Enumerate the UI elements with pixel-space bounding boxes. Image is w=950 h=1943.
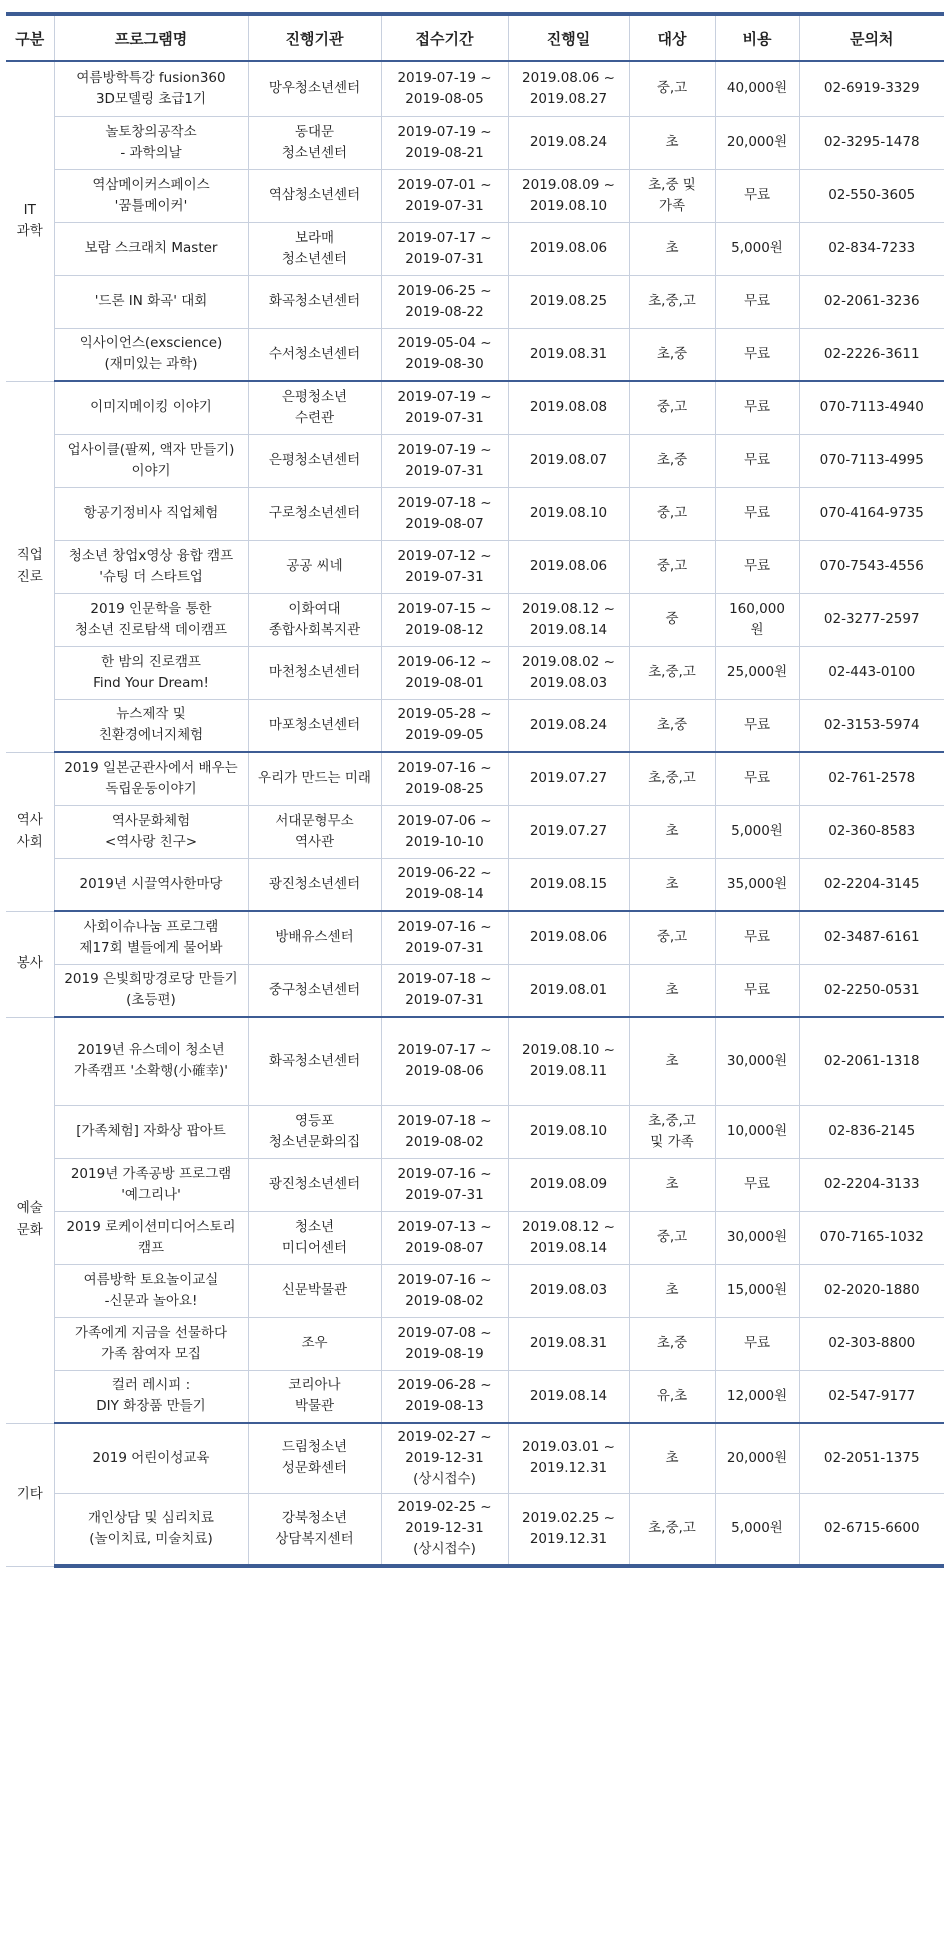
organizer-cell: 망우청소년센터 [248,61,381,116]
cost-cell: 20,000원 [715,1423,799,1493]
contact-cell: 02-547-9177 [799,1370,944,1423]
event-date-cell: 2019.08.14 [508,1370,629,1423]
contact-cell: 02-2061-1318 [799,1017,944,1105]
program-name-cell: 2019 일본군관사에서 배우는 독립운동이야기 [54,752,248,805]
cost-cell: 무료 [715,1158,799,1211]
table-row [6,1317,944,1370]
cost-cell: 무료 [715,540,799,593]
contact-cell: 02-2226-3611 [799,328,944,381]
program-name-cell: 한 밤의 진로캠프 Find Your Dream! [54,646,248,699]
table-row [6,858,944,911]
organizer-cell: 서대문형무소 역사관 [248,805,381,858]
application-period-cell: 2019-07-16 ~ 2019-07-31 [381,911,508,964]
target-cell: 초 [629,805,715,858]
cost-cell: 무료 [715,169,799,222]
target-cell: 초 [629,1017,715,1105]
contact-cell: 02-2250-0531 [799,964,944,1017]
event-date-cell: 2019.08.09 ~ 2019.08.10 [508,169,629,222]
organizer-cell: 동대문 청소년센터 [248,116,381,169]
application-period-cell: 2019-07-17 ~ 2019-08-06 [381,1017,508,1105]
program-name-cell: 여름방학 토요놀이교실 -신문과 놀아요! [54,1264,248,1317]
organizer-cell: 영등포 청소년문화의집 [248,1105,381,1158]
application-period-cell: 2019-07-16 ~ 2019-08-02 [381,1264,508,1317]
cost-cell: 무료 [715,699,799,752]
organizer-cell: 신문박물관 [248,1264,381,1317]
event-date-cell: 2019.08.24 [508,699,629,752]
application-period-cell: 2019-07-12 ~ 2019-07-31 [381,540,508,593]
contact-cell: 070-7165-1032 [799,1211,944,1264]
cost-cell: 20,000원 [715,116,799,169]
application-period-cell: 2019-07-15 ~ 2019-08-12 [381,593,508,646]
event-date-cell: 2019.08.31 [508,328,629,381]
program-name-cell: 2019 인문학을 통한 청소년 진로탐색 데이캠프 [54,593,248,646]
header-cost: 비용 [715,14,799,61]
application-period-cell: 2019-06-25 ~ 2019-08-22 [381,275,508,328]
program-name-cell: 항공기정비사 직업체험 [54,487,248,540]
organizer-cell: 역삼청소년센터 [248,169,381,222]
program-name-cell: 보람 스크래치 Master [54,222,248,275]
header-contact: 문의처 [799,14,944,61]
table-row [6,222,944,275]
program-name-cell: 업사이클(팔찌, 액자 만들기) 이야기 [54,434,248,487]
contact-cell: 02-2204-3145 [799,858,944,911]
organizer-cell: 방배유스센터 [248,911,381,964]
target-cell: 초,중,고 [629,1493,715,1566]
table-row [6,1158,944,1211]
cost-cell: 40,000원 [715,61,799,116]
cost-cell: 무료 [715,434,799,487]
table-row [6,1017,944,1105]
organizer-cell: 화곡청소년센터 [248,1017,381,1105]
program-name-cell: 컬러 레시피 : DIY 화장품 만들기 [54,1370,248,1423]
cost-cell: 무료 [715,1317,799,1370]
table-row [6,593,944,646]
header-category: 구분 [6,14,54,61]
application-period-cell: 2019-05-28 ~ 2019-09-05 [381,699,508,752]
program-name-cell: [가족체험] 자화상 팝아트 [54,1105,248,1158]
program-name-cell: 청소년 창업x영상 융합 캠프 '슈팅 더 스타트업 [54,540,248,593]
cost-cell: 무료 [715,964,799,1017]
application-period-cell: 2019-07-16 ~ 2019-07-31 [381,1158,508,1211]
application-period-cell: 2019-05-04 ~ 2019-08-30 [381,328,508,381]
target-cell: 중,고 [629,911,715,964]
event-date-cell: 2019.08.07 [508,434,629,487]
application-period-cell: 2019-02-25 ~ 2019-12-31 (상시접수) [381,1493,508,1566]
contact-cell: 02-761-2578 [799,752,944,805]
target-cell: 초,중,고 [629,275,715,328]
application-period-cell: 2019-02-27 ~ 2019-12-31 (상시접수) [381,1423,508,1493]
contact-cell: 02-2051-1375 [799,1423,944,1493]
contact-cell: 02-6715-6600 [799,1493,944,1566]
organizer-cell: 마천청소년센터 [248,646,381,699]
target-cell: 중,고 [629,487,715,540]
contact-cell: 02-3153-5974 [799,699,944,752]
application-period-cell: 2019-07-06 ~ 2019-10-10 [381,805,508,858]
table-row [6,61,944,116]
target-cell: 초,중 및 가족 [629,169,715,222]
target-cell: 중,고 [629,1211,715,1264]
event-date-cell: 2019.02.25 ~ 2019.12.31 [508,1493,629,1566]
organizer-cell: 광진청소년센터 [248,858,381,911]
organizer-cell: 구로청소년센터 [248,487,381,540]
organizer-cell: 보라매 청소년센터 [248,222,381,275]
event-date-cell: 2019.08.10 [508,1105,629,1158]
header-target: 대상 [629,14,715,61]
cost-cell: 무료 [715,752,799,805]
application-period-cell: 2019-07-19 ~ 2019-07-31 [381,381,508,434]
event-date-cell: 2019.08.25 [508,275,629,328]
table-row [6,487,944,540]
target-cell: 중,고 [629,381,715,434]
table-header-row [6,14,944,61]
event-date-cell: 2019.03.01 ~ 2019.12.31 [508,1423,629,1493]
organizer-cell: 은평청소년 수련관 [248,381,381,434]
contact-cell: 070-7113-4940 [799,381,944,434]
program-name-cell: 역사문화체험 <역사랑 친구> [54,805,248,858]
table-row [6,699,944,752]
cost-cell: 10,000원 [715,1105,799,1158]
organizer-cell: 드림청소년 성문화센터 [248,1423,381,1493]
cost-cell: 35,000원 [715,858,799,911]
program-name-cell: '드론 IN 화곡' 대회 [54,275,248,328]
organizer-cell: 광진청소년센터 [248,1158,381,1211]
application-period-cell: 2019-07-08 ~ 2019-08-19 [381,1317,508,1370]
program-name-cell: 2019년 유스데이 청소년 가족캠프 '소확행(小確幸)' [54,1017,248,1105]
application-period-cell: 2019-07-16 ~ 2019-08-25 [381,752,508,805]
application-period-cell: 2019-06-12 ~ 2019-08-01 [381,646,508,699]
application-period-cell: 2019-06-28 ~ 2019-08-13 [381,1370,508,1423]
program-table [6,12,944,1568]
target-cell: 유,초 [629,1370,715,1423]
contact-cell: 070-4164-9735 [799,487,944,540]
table-row [6,805,944,858]
application-period-cell: 2019-07-18 ~ 2019-08-02 [381,1105,508,1158]
program-name-cell: 이미지메이킹 이야기 [54,381,248,434]
target-cell: 초,중,고 및 가족 [629,1105,715,1158]
contact-cell: 02-2020-1880 [799,1264,944,1317]
target-cell: 중,고 [629,540,715,593]
category-cell: IT 과학 [6,61,54,381]
category-cell: 기타 [6,1423,54,1566]
contact-cell: 070-7543-4556 [799,540,944,593]
event-date-cell: 2019.08.06 [508,540,629,593]
contact-cell: 02-3277-2597 [799,593,944,646]
category-cell: 직업 진로 [6,381,54,752]
program-name-cell: 2019년 시끌역사한마당 [54,858,248,911]
cost-cell: 12,000원 [715,1370,799,1423]
cost-cell: 5,000원 [715,1493,799,1566]
application-period-cell: 2019-07-17 ~ 2019-07-31 [381,222,508,275]
program-name-cell: 2019년 가족공방 프로그램 '예그리나' [54,1158,248,1211]
contact-cell: 02-6919-3329 [799,61,944,116]
program-name-cell: 역삼메이커스페이스 '꿈틀메이커' [54,169,248,222]
table-row [6,540,944,593]
cost-cell: 5,000원 [715,222,799,275]
event-date-cell: 2019.08.12 ~ 2019.08.14 [508,1211,629,1264]
table-row [6,1423,944,1493]
application-period-cell: 2019-07-18 ~ 2019-08-07 [381,487,508,540]
program-name-cell: 개인상담 및 심리치료 (놀이치료, 미술치료) [54,1493,248,1566]
contact-cell: 02-360-8583 [799,805,944,858]
category-cell: 역사 사회 [6,752,54,911]
contact-cell: 02-3487-6161 [799,911,944,964]
contact-cell: 02-834-7233 [799,222,944,275]
table-row [6,434,944,487]
header-organizer: 진행기관 [248,14,381,61]
cost-cell: 160,000 원 [715,593,799,646]
cost-cell: 15,000원 [715,1264,799,1317]
event-date-cell: 2019.08.31 [508,1317,629,1370]
contact-cell: 02-3295-1478 [799,116,944,169]
table-row [6,964,944,1017]
event-date-cell: 2019.08.09 [508,1158,629,1211]
cost-cell: 무료 [715,328,799,381]
target-cell: 초 [629,964,715,1017]
program-name-cell: 사회이슈나눔 프로그램 제17회 별들에게 물어봐 [54,911,248,964]
cost-cell: 5,000원 [715,805,799,858]
target-cell: 초 [629,858,715,911]
cost-cell: 무료 [715,911,799,964]
table-row [6,1493,944,1566]
table-row [6,116,944,169]
contact-cell: 02-2061-3236 [799,275,944,328]
program-name-cell: 2019 어린이성교육 [54,1423,248,1493]
target-cell: 초,중 [629,1317,715,1370]
organizer-cell: 코리아나 박물관 [248,1370,381,1423]
contact-cell: 070-7113-4995 [799,434,944,487]
program-name-cell: 2019 로케이션미디어스토리 캠프 [54,1211,248,1264]
application-period-cell: 2019-07-19 ~ 2019-08-05 [381,61,508,116]
table-row [6,275,944,328]
table-row [6,1105,944,1158]
event-date-cell: 2019.08.03 [508,1264,629,1317]
event-date-cell: 2019.08.15 [508,858,629,911]
header-program-name: 프로그램명 [54,14,248,61]
event-date-cell: 2019.08.06 [508,911,629,964]
target-cell: 초 [629,1423,715,1493]
target-cell: 초,중 [629,328,715,381]
event-date-cell: 2019.08.12 ~ 2019.08.14 [508,593,629,646]
event-date-cell: 2019.07.27 [508,752,629,805]
table-row [6,328,944,381]
event-date-cell: 2019.08.10 ~ 2019.08.11 [508,1017,629,1105]
contact-cell: 02-2204-3133 [799,1158,944,1211]
table-row [6,752,944,805]
event-date-cell: 2019.08.08 [508,381,629,434]
table-row [6,1370,944,1423]
category-cell: 예술 문화 [6,1017,54,1423]
application-period-cell: 2019-07-19 ~ 2019-07-31 [381,434,508,487]
program-name-cell: 여름방학특강 fusion360 3D모델링 초급1기 [54,61,248,116]
category-cell: 봉사 [6,911,54,1017]
contact-cell: 02-303-8800 [799,1317,944,1370]
target-cell: 초,중,고 [629,752,715,805]
organizer-cell: 공공 씨네 [248,540,381,593]
organizer-cell: 중구청소년센터 [248,964,381,1017]
event-date-cell: 2019.08.06 [508,222,629,275]
cost-cell: 무료 [715,275,799,328]
cost-cell: 무료 [715,487,799,540]
organizer-cell: 화곡청소년센터 [248,275,381,328]
event-date-cell: 2019.07.27 [508,805,629,858]
event-date-cell: 2019.08.10 [508,487,629,540]
table-body [6,61,944,1566]
application-period-cell: 2019-06-22 ~ 2019-08-14 [381,858,508,911]
target-cell: 중 [629,593,715,646]
contact-cell: 02-443-0100 [799,646,944,699]
target-cell: 초 [629,1158,715,1211]
event-date-cell: 2019.08.06 ~ 2019.08.27 [508,61,629,116]
event-date-cell: 2019.08.24 [508,116,629,169]
organizer-cell: 수서청소년센터 [248,328,381,381]
header-event-date: 진행일 [508,14,629,61]
table-row [6,911,944,964]
target-cell: 초,중 [629,699,715,752]
organizer-cell: 우리가 만드는 미래 [248,752,381,805]
program-name-cell: 놀토창의공작소 - 과학의날 [54,116,248,169]
table-row [6,169,944,222]
target-cell: 초,중,고 [629,646,715,699]
target-cell: 초 [629,1264,715,1317]
target-cell: 초 [629,116,715,169]
table-row [6,381,944,434]
table-row [6,646,944,699]
cost-cell: 무료 [715,381,799,434]
program-name-cell: 익사이언스(exscience) (재미있는 과학) [54,328,248,381]
program-name-cell: 2019 은빛희망경로당 만들기 (초등편) [54,964,248,1017]
event-date-cell: 2019.08.01 [508,964,629,1017]
application-period-cell: 2019-07-13 ~ 2019-08-07 [381,1211,508,1264]
cost-cell: 30,000원 [715,1017,799,1105]
target-cell: 초,중 [629,434,715,487]
organizer-cell: 청소년 미디어센터 [248,1211,381,1264]
organizer-cell: 조우 [248,1317,381,1370]
application-period-cell: 2019-07-01 ~ 2019-07-31 [381,169,508,222]
cost-cell: 25,000원 [715,646,799,699]
header-application-period: 접수기간 [381,14,508,61]
organizer-cell: 은평청소년센터 [248,434,381,487]
organizer-cell: 마포청소년센터 [248,699,381,752]
event-date-cell: 2019.08.02 ~ 2019.08.03 [508,646,629,699]
program-name-cell: 뉴스제작 및 친환경에너지체험 [54,699,248,752]
target-cell: 중,고 [629,61,715,116]
organizer-cell: 강북청소년 상담복지센터 [248,1493,381,1566]
table-row [6,1264,944,1317]
organizer-cell: 이화여대 종합사회복지관 [248,593,381,646]
cost-cell: 30,000원 [715,1211,799,1264]
contact-cell: 02-836-2145 [799,1105,944,1158]
target-cell: 초 [629,222,715,275]
application-period-cell: 2019-07-19 ~ 2019-08-21 [381,116,508,169]
table-row [6,1211,944,1264]
contact-cell: 02-550-3605 [799,169,944,222]
program-name-cell: 가족에게 지금을 선물하다 가족 참여자 모집 [54,1317,248,1370]
application-period-cell: 2019-07-18 ~ 2019-07-31 [381,964,508,1017]
